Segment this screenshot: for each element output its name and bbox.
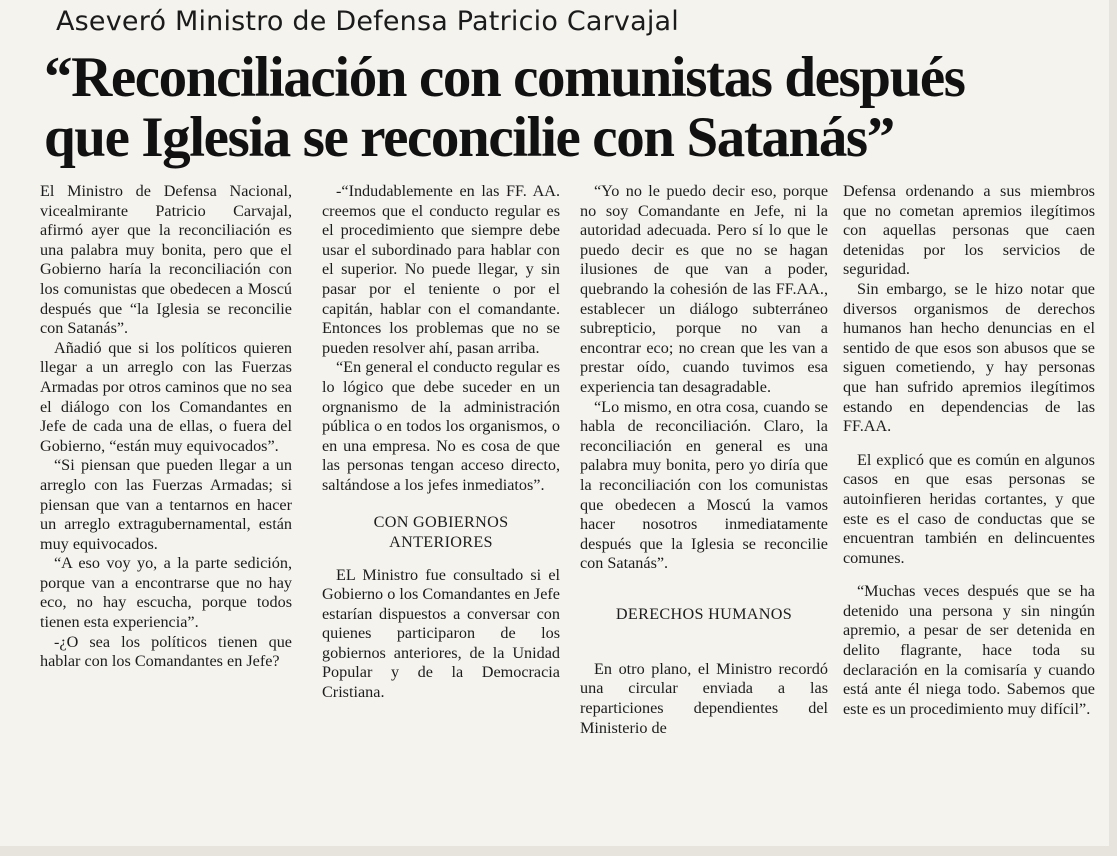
paragraph: “Muchas veces después que se ha detenido una persona y sin ningún apremio, a pesar de ser detenida en delito flagrante, hace toda su declaración en la comisaría y cuando está ante él niega todo. Sabemos que este es un procedimiento muy difícil”. [843, 582, 1095, 718]
paragraph: El explicó que es común en algunos casos en que esas personas se autoinfieren heridas cortantes, y que este es el caso de conductas que se encuentran también en delincuentes comunes. [843, 450, 1095, 567]
paragraph: “Yo no le puedo decir eso, porque no soy Comandante en Jefe, ni la autoridad adecuada. Pero sí lo que le puedo decir es que no se hagan ilusiones de que van a poder, quebrando la cohesión de las FF.AA., establecer un diálogo subterráneo subrepticio, porque no van a encontrar eco; no crean que les van a prestar oído, cuando tuvimos esa experiencia tan desagradable. [580, 182, 828, 396]
article-column-1 [40, 182, 292, 672]
paragraph: En otro plano, el Ministro recordó una circular enviada a las reparticiones dependientes del Ministerio de [580, 659, 828, 737]
article-column-3 [580, 182, 828, 738]
headline-line-2: que Iglesia se reconcilie con Satanás” [44, 106, 894, 169]
article-headline [44, 48, 1094, 168]
article-kicker: Aseveró Ministro de Defensa Patricio Carvajal [56, 6, 679, 37]
headline-line-1: “Reconciliación con comunistas después [44, 46, 965, 109]
paragraph: El Ministro de Defensa Nacional, vicealmirante Patricio Carvajal, afirmó ayer que la reconciliación es una palabra muy bonita, pero que el Gobierno haría la reconciliación con los comunistas que obedecen a Moscú después que “la Iglesia se reconcilie con Satanás”. [40, 182, 292, 338]
paragraph: Añadió que si los políticos quieren llegar a un arreglo con las Fuerzas Armadas por otros caminos que no sea el diálogo con los Comandantes en Jefe de cada una de ellas, o fuera del Gobierno, “están muy equivocados”. [40, 338, 292, 455]
paragraph: -“Indudablemente en las FF. AA. creemos que el conducto regular es el procedimiento que siempre debe usar el subordinado para hablar con el superior. No puede llegar, y sin pasar por el teniente o por el capitán, hablar con el comandante. Entonces los problemas que no se pueden resolver ahí, pasan arriba. [322, 182, 560, 357]
paragraph: Defensa ordenando a sus miembros que no cometan apremios ilegítimos con aquellas personas que caen detenidas por los servicios de seguridad. [843, 182, 1095, 279]
paragraph: EL Ministro fue consultado si el Gobierno o los Comandantes en Jefe estarían dispuestos a conversar con quienes participaron de los gobiernos anteriores, de la Unidad Popular y de la Democracia Cristiana. [322, 565, 560, 702]
paragraph: “En general el conducto regular es lo lógico que debe suceder en un orgnanismo de la administración pública o en todos los organismos, o en una empresa. No es cosa de que las personas tengan acceso directo, saltándose a los jefes inmediatos”. [322, 358, 560, 494]
paragraph: “Si piensan que pueden llegar a un arreglo con las Fuerzas Armadas; si piensan que van a tentarnos en hacer un arreglo extragubernamental, están muy equivocados. [40, 456, 292, 553]
paragraph: Sin embargo, se le hizo notar que diversos organismos de derechos humanos han hecho denuncias en el sentido de que esos son abusos que se siguen cometiendo, y hay personas que han sufrido apremios ilegítimos estando en dependencias de las FF.AA. [843, 279, 1095, 436]
article-column-2 [322, 182, 560, 703]
paragraph: -¿O sea los políticos tienen que hablar con los Comandantes en Jefe? [40, 632, 292, 671]
paragraph: “A eso voy yo, a la parte sedición, porque van a encontrarse que no hay eco, no hay escucha, porque todos tienen esta experiencia”. [40, 554, 292, 632]
section-subhead-gobiernos-anteriores: CON GOBIERNOS ANTERIORES [373, 512, 509, 551]
article-column-4 [843, 182, 1095, 719]
paragraph: “Lo mismo, en otra cosa, cuando se habla de reconciliación. Claro, la reconciliación en general es una palabra muy bonita, pero yo diría que la reconciliación con los comunistas que obedecen a Moscú la vamos hacer nosotros inmediatamente después que la Iglesia se reconcilie con Satanás”. [580, 397, 828, 573]
section-subhead-derechos-humanos: DERECHOS HUMANOS [615, 604, 793, 623]
